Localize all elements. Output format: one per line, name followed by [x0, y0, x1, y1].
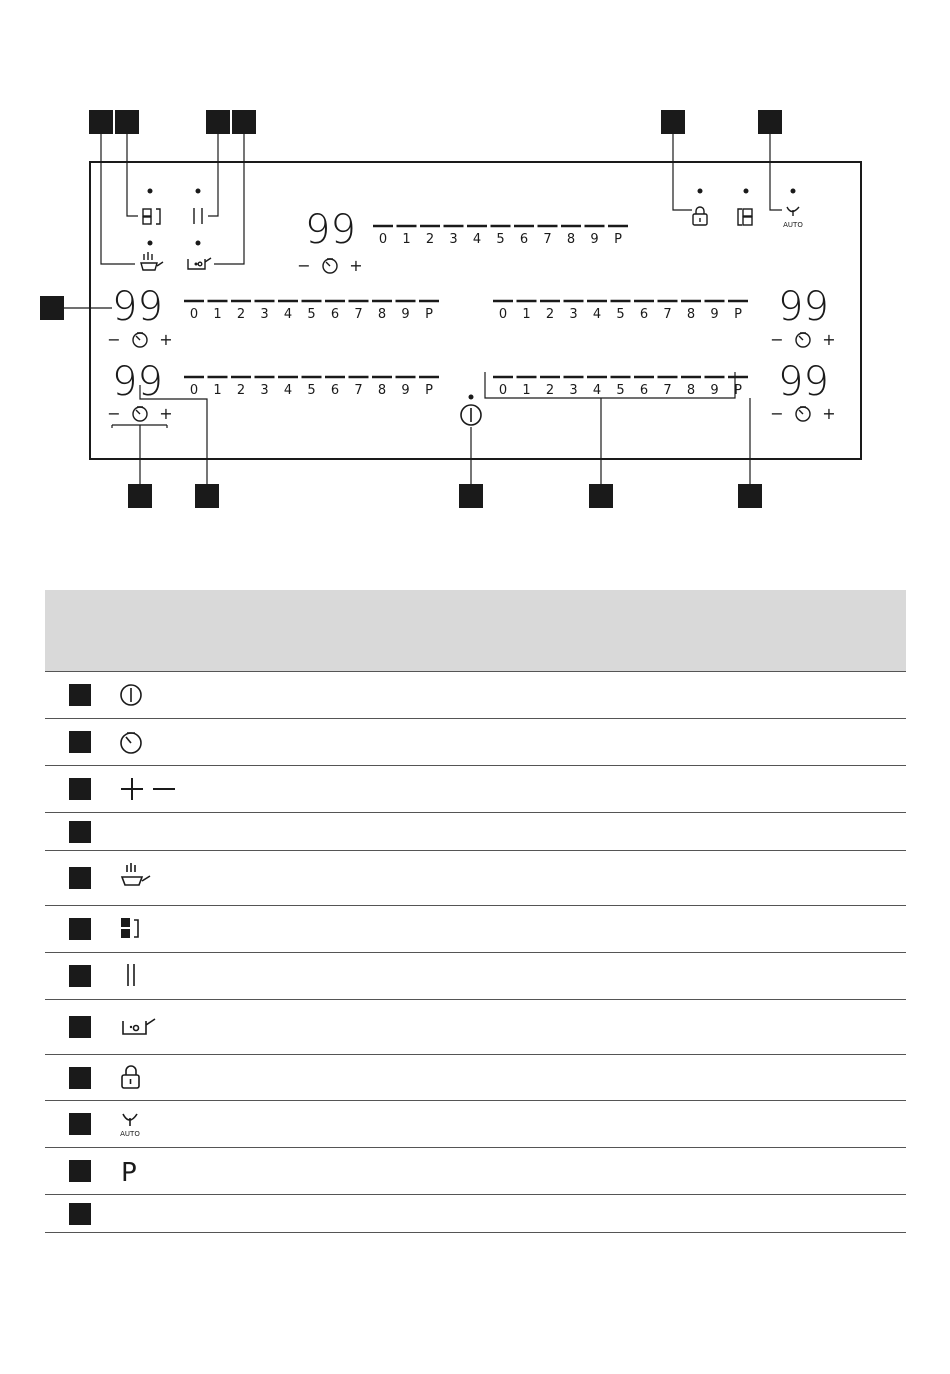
level-scale-middle-right: [493, 301, 748, 322]
minus-button[interactable]: −: [107, 330, 121, 349]
level-label: P: [614, 232, 622, 247]
power-control: [461, 395, 481, 426]
level-label: 0: [498, 383, 508, 398]
callout-marker: [459, 484, 483, 508]
level-label: 5: [616, 307, 625, 322]
level-label: 7: [663, 307, 672, 322]
row-symbol: [119, 724, 179, 764]
level-label: 9: [401, 383, 410, 398]
level-label: 4: [472, 232, 482, 247]
pause-icon: [194, 208, 202, 224]
callout-marker: [195, 484, 219, 508]
pause-icon: [119, 958, 179, 994]
p-icon: [119, 1153, 179, 1189]
level-label: 1: [402, 232, 411, 247]
table-row: [45, 1195, 906, 1233]
timer-control-middle-right: [770, 330, 835, 349]
level-label: 4: [592, 383, 602, 398]
level-label: 9: [590, 232, 599, 247]
level-label: 1: [522, 383, 531, 398]
hood-auto-icon: [787, 207, 799, 216]
table-row: [45, 1000, 906, 1055]
lock-icon: [119, 1060, 179, 1096]
level-label: 1: [213, 383, 222, 398]
level-scale-middle-left: [184, 301, 439, 322]
row-symbol: [119, 860, 179, 900]
plus-button[interactable]: +: [822, 404, 836, 423]
level-label: 2: [236, 383, 246, 398]
level-label: 6: [330, 307, 340, 322]
level-label: 6: [519, 232, 529, 247]
row-symbol: [119, 1153, 179, 1193]
pan-icon: [141, 252, 163, 270]
callout-marker: [206, 110, 230, 134]
level-label: 4: [283, 307, 293, 322]
level-label: 9: [710, 383, 719, 398]
bridge-icon: [119, 911, 179, 947]
level-label: 0: [378, 232, 388, 247]
level-label: 5: [616, 383, 625, 398]
indicator-dot: [148, 241, 153, 246]
table-row: [45, 1148, 906, 1195]
table-row: [45, 672, 906, 719]
timer-icon[interactable]: [323, 259, 337, 273]
table-row: [45, 1101, 906, 1148]
table-row: [45, 766, 906, 813]
callout-marker: [738, 484, 762, 508]
level-label: 6: [639, 307, 649, 322]
indicator-dot: [196, 189, 201, 194]
row-marker: [69, 778, 91, 800]
indicator-dot: [698, 189, 703, 194]
minus-button[interactable]: −: [770, 404, 784, 423]
row-marker: [69, 684, 91, 706]
table-row: [45, 851, 906, 906]
zone-display-top-center: 99: [305, 207, 356, 253]
legend-table: [45, 590, 906, 1233]
bridge-icon: [143, 209, 160, 224]
plus-button[interactable]: +: [822, 330, 836, 349]
level-label: 9: [401, 307, 410, 322]
indicator-dot: [148, 189, 153, 194]
level-label: P: [734, 307, 742, 322]
table-row: [45, 1055, 906, 1101]
pot-icon: [119, 1009, 179, 1045]
leader-lines: [64, 134, 782, 484]
control-panel-diagram: [0, 0, 950, 580]
row-marker: [69, 1113, 91, 1135]
level-label: 7: [354, 307, 363, 322]
level-label: 3: [260, 383, 269, 398]
bridge-icon-right: [738, 209, 752, 225]
level-label: P: [425, 307, 433, 322]
level-label: 3: [569, 307, 578, 322]
svg-text:P: P: [121, 1158, 137, 1188]
plus-button[interactable]: +: [349, 256, 363, 275]
indicator-dot: [744, 189, 749, 194]
power-level-scales: [184, 226, 748, 398]
level-label: P: [425, 383, 433, 398]
level-label: 6: [639, 383, 649, 398]
level-label: 8: [377, 307, 387, 322]
callout-marker: [128, 484, 152, 508]
level-scale-top-center: [373, 226, 628, 247]
row-symbol: [119, 1106, 179, 1146]
table-row: [45, 953, 906, 1000]
row-symbol: [119, 1060, 179, 1100]
panel-frame: [90, 162, 861, 459]
minus-button[interactable]: −: [297, 256, 311, 275]
callout-marker: [232, 110, 256, 134]
legend-table-body: [45, 672, 906, 1233]
indicator-dot: [791, 189, 796, 194]
pot-icon: [188, 258, 211, 269]
row-marker: [69, 867, 91, 889]
callout-marker: [40, 296, 64, 320]
level-label: 8: [566, 232, 576, 247]
level-label: 2: [236, 307, 246, 322]
level-label: 5: [307, 383, 316, 398]
timer-icon[interactable]: [796, 333, 810, 347]
row-marker: [69, 1016, 91, 1038]
feature-icons-right: [693, 189, 803, 230]
level-label: 4: [283, 383, 293, 398]
level-label: 8: [377, 383, 387, 398]
timer-control-top-center: [297, 256, 362, 275]
plus-button[interactable]: +: [159, 404, 173, 423]
level-label: 3: [260, 307, 269, 322]
level-scale-bottom-right: [493, 377, 748, 398]
callout-marker: [589, 484, 613, 508]
level-label: 1: [522, 307, 531, 322]
timer-displays: [112, 207, 829, 405]
row-symbol: [119, 1009, 179, 1049]
svg-text:AUTO: AUTO: [120, 1130, 140, 1138]
row-marker: [69, 1203, 91, 1225]
row-marker: [69, 918, 91, 940]
callout-marker: [89, 110, 113, 134]
level-scale-bottom-left: [184, 377, 439, 398]
timer-control-bottom-left: [107, 404, 172, 423]
row-symbol: [119, 677, 179, 717]
table-row: [45, 906, 906, 953]
level-label: 0: [189, 383, 199, 398]
level-label: 7: [354, 383, 363, 398]
timer-control-bottom-right: [770, 404, 835, 423]
level-label: 3: [449, 232, 458, 247]
feature-icons-left: [141, 189, 211, 271]
zone-display-middle-right: 99: [778, 284, 829, 330]
row-marker: [69, 1160, 91, 1182]
zone-display-bottom-right: 99: [778, 359, 829, 405]
row-symbol: [119, 958, 179, 998]
minus-button[interactable]: −: [107, 404, 121, 423]
hood-auto-icon: [119, 1106, 179, 1142]
timer-icon[interactable]: [133, 407, 147, 421]
level-label: 7: [663, 383, 672, 398]
level-label: 6: [330, 383, 340, 398]
timer-icon[interactable]: [796, 407, 810, 421]
zone-display-middle-left: 99: [112, 284, 163, 330]
zone-display-bottom-left: 99: [112, 359, 163, 405]
level-label: 3: [569, 383, 578, 398]
pan-icon: [119, 860, 179, 896]
lock-icon: [693, 207, 707, 225]
level-label: P: [734, 383, 742, 398]
level-label: 7: [543, 232, 552, 247]
timer-icon[interactable]: [133, 333, 147, 347]
level-label: 0: [189, 307, 199, 322]
row-marker: [69, 965, 91, 987]
level-label: 8: [686, 383, 696, 398]
level-label: 1: [213, 307, 222, 322]
level-label: 4: [592, 307, 602, 322]
level-label: 2: [425, 232, 435, 247]
indicator-dot: [196, 241, 201, 246]
power-indicator-dot: [469, 395, 474, 400]
plus-minus-icons: [119, 771, 179, 807]
power-icon[interactable]: [461, 405, 481, 425]
plus-button[interactable]: +: [159, 330, 173, 349]
table-row: [45, 719, 906, 766]
level-label: 5: [307, 307, 316, 322]
row-marker: [69, 731, 91, 753]
callout-marker: [758, 110, 782, 134]
level-label: 9: [710, 307, 719, 322]
row-symbol: [119, 771, 179, 811]
level-label: 0: [498, 307, 508, 322]
level-label: 2: [545, 383, 555, 398]
callout-marker: [115, 110, 139, 134]
table-row: [45, 813, 906, 851]
level-label: 5: [496, 232, 505, 247]
row-symbol: [119, 911, 179, 951]
row-marker: [69, 1067, 91, 1089]
level-label: 8: [686, 307, 696, 322]
row-marker: [69, 821, 91, 843]
callout-marker: [661, 110, 685, 134]
legend-table-header: [45, 590, 906, 672]
timer-control-middle-left: [107, 330, 172, 349]
minus-button[interactable]: −: [770, 330, 784, 349]
power-icon: [119, 677, 179, 713]
timer-icon: [119, 724, 179, 760]
hood-auto-label: AUTO: [783, 221, 803, 229]
level-label: 2: [545, 307, 555, 322]
